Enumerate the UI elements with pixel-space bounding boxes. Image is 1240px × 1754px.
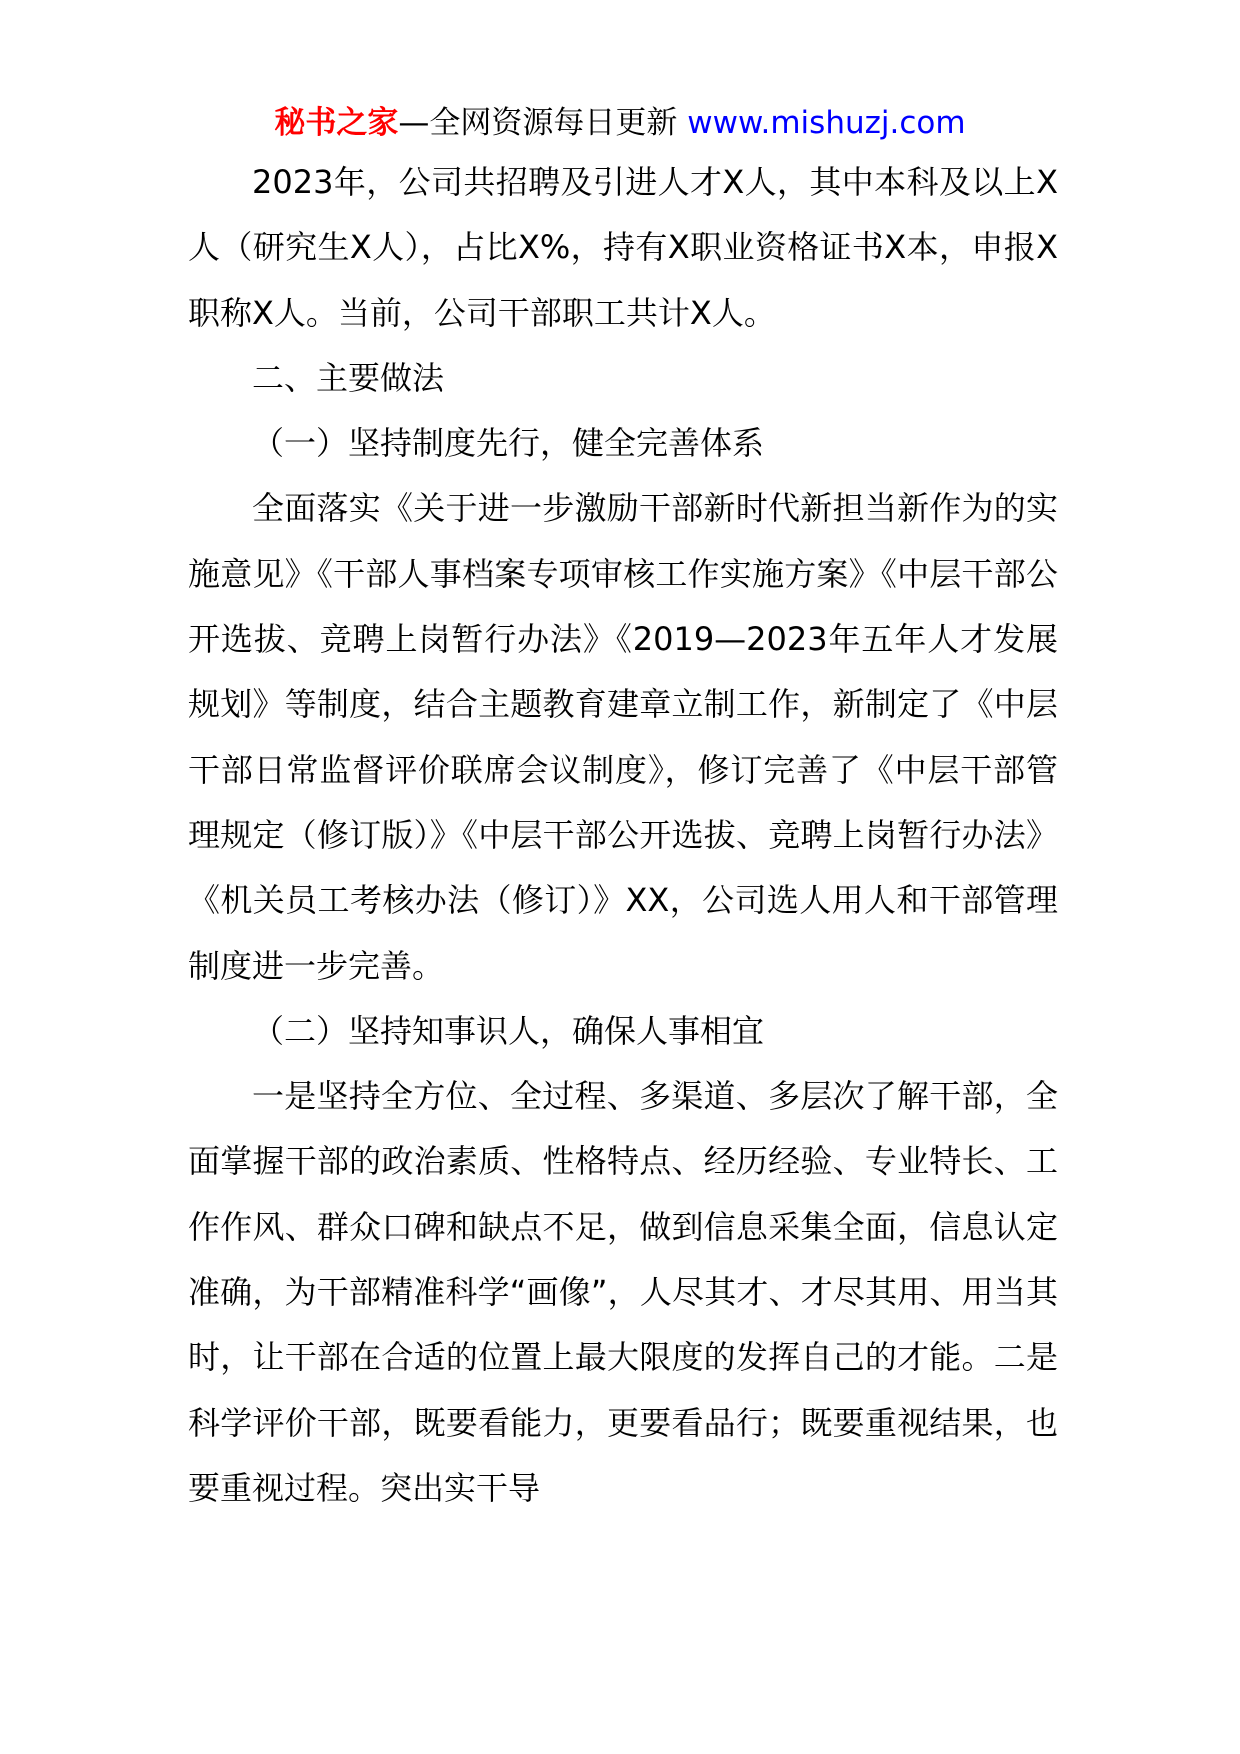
paragraph-stats: 2023年，公司共招聘及引进人才X人，其中本科及以上X人（研究生X人），占比X%，持有X职业资格证书X本，申报X职称X人。当前，公司干部职工共计X人。 — [188, 163, 1058, 332]
subsection-heading-1: （一）坚持制度先行，健全完善体系 — [252, 424, 765, 463]
section-heading: 二、主要做法 — [252, 358, 445, 397]
site-brand: 秘书之家 — [274, 105, 399, 141]
watermark-header — [0, 96, 1240, 150]
site-url-link[interactable]: www.mishuzj.com — [687, 105, 966, 141]
site-slogan: —全网资源每日更新 — [398, 105, 688, 141]
document-body — [188, 150, 1058, 1521]
subsection-heading-2: （二）坚持知事识人，确保人事相宜 — [252, 1011, 765, 1050]
paragraph-evaluation: 一是坚持全方位、全过程、多渠道、多层次了解干部，全面掌握干部的政治素质、性格特点、经历经验、专业特长、工作作风、群众口碑和缺点不足，做到信息采集全面，信息认定准确，为干部精准科学“画像”，人尽其才、才尽其用、用当其时，让干部在合适的位置上最大限度的发挥自己的才能。二是科学评价干部，既要看能力，更要看品行；既要重视结果，也要重视过程。突出实干导 — [188, 1077, 1058, 1507]
paragraph-system: 全面落实《关于进一步激励干部新时代新担当新作为的实施意见》《干部人事档案专项审核工作实施方案》《中层干部公开选拔、竞聘上岗暂行办法》《2019—2023年五年人才发展规划》等制度，结合主题教育建章立制工作，新制定了《中层干部日常监督评价联席会议制度》，修订完善了《中层干部管理规定（修订版）》《中层干部公开选拔、竞聘上岗暂行办法》《机关员工考核办法（修订）》XX，公司选人用人和干部管理制度进一步完善。 — [188, 489, 1058, 985]
document-page — [188, 96, 1058, 1521]
